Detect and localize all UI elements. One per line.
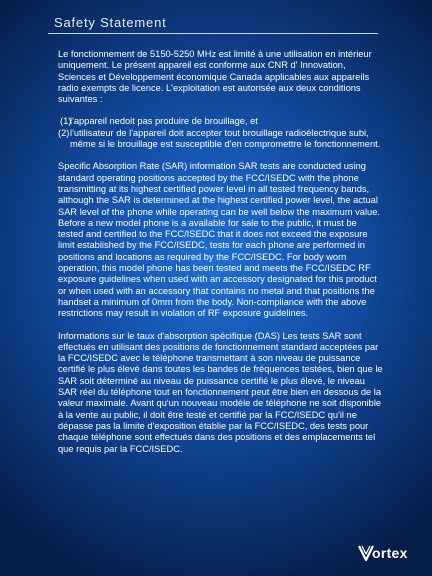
- title-divider: [48, 33, 378, 34]
- condition-item-1: [58, 116, 384, 127]
- safety-statement-body: [58, 49, 384, 455]
- french-intro-paragraph: Le fonctionnement de 5150-5250 MHz est limité à une utilisation en intérieur uniquement. Le présent appareil est conforme aux CNR d' Innovation, Sciences et Développement économique Canada applicables aux appareils radio exempts de licence. L'exploitation est autorisée aux deux conditions suivantes :: [58, 49, 372, 105]
- condition-text: l'utilisateur de l'appareil doit accepter tout brouillage radioélectrique subi, même si le brouillage est susceptible d'en compromettre le fonctionnement.: [70, 127, 381, 150]
- condition-number: (1): [60, 116, 72, 127]
- conditions-list: [58, 116, 384, 150]
- das-french-paragraph: Informations sur le taux d'absorption spécifique (DAS) Les tests SAR sont effectués en utilisant des positions de fonctionnement standard acceptées par la FCC/ISEDC avec le téléphone transmettant à son niveau de puissance certifié le plus élevé dans toutes les bandes de fréquences testées, bien que le SAR soit déterminé au niveau de puissance certifié le plus élevé, le niveau SAR réel du téléphone tout en fonctionnement peut être bien en dessous de la valeur maximale. Avant qu'un nouveau modèle de téléphone ne soit disponible à la vente au public, il doit être testé et certifié par la FCC/ISEDC qu'il ne dépasse pas la limite d'exposition établie par la FCC/ISEDC, des tests pour chaque téléphone sont effectués dans des positions et des emplacements tel que requis par la FCC/ISEDC.: [58, 330, 383, 454]
- logo-wordmark: ortex: [372, 545, 408, 561]
- condition-number: (2): [58, 127, 70, 138]
- condition-text: l'appareil nedoit pas produire de brouillage, et: [70, 116, 258, 127]
- page-title: Safety Statement: [54, 15, 167, 30]
- condition-item-2: [58, 128, 384, 151]
- sar-english-paragraph: Specific Absorption Rate (SAR) information SAR tests are conducted using standard operating positions accepted by the FCC/ISEDC with the phone transmitting at its highest certified power level in all tested frequency bands, although the SAR is determined at the highest certified power level, the actual SAR level of the phone while operating can be well below the maximum value. Before a new model phone is a available for sale to the public, it must be tested and certified to the FCC/ISEDC that it does not exceed the exposure limit established by the FCC/ISEDC, tests for each phone are performed in positions and locations as required by the FCC/ISEDC. For body worn operation, this model phone has been tested and meets the FCC/ISEDC RF exposure guidelines when used with an accessory designated for this product or when used with an accessory that contains no metal and that positions the handset a minimum of 0mm from the body. Non-compliance with the above restrictions may result in violation of RF exposure guidelines.: [58, 161, 380, 319]
- title-bar: [48, 12, 378, 34]
- vortex-logo: [358, 544, 420, 562]
